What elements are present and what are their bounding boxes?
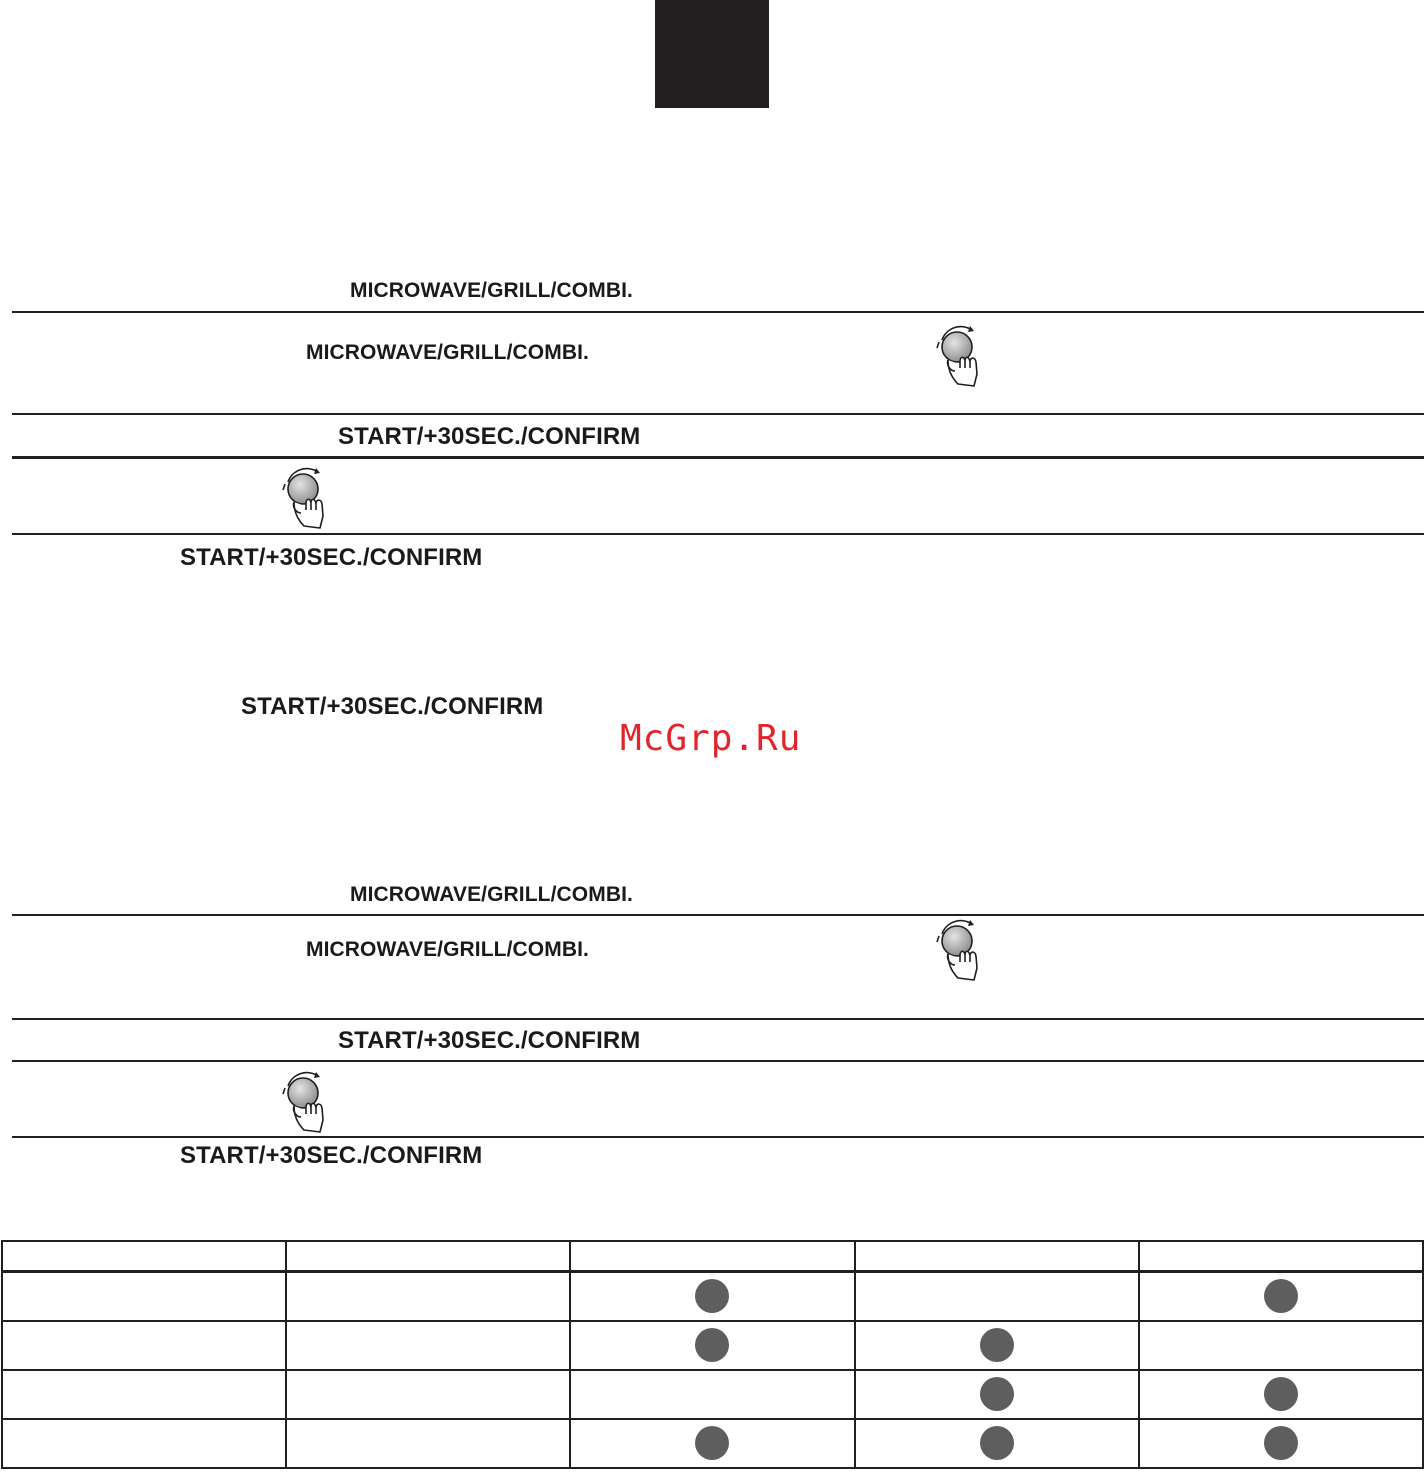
filled-circle-icon	[695, 1279, 729, 1313]
section-a-note-label: START/+30SEC./CONFIRM	[241, 693, 544, 720]
divider	[12, 533, 1424, 535]
header-cell	[1139, 1241, 1423, 1272]
filled-circle-icon	[695, 1328, 729, 1362]
indicator-cell	[1139, 1321, 1423, 1370]
indicator-cell	[1139, 1272, 1423, 1322]
knob-turn-hand-icon	[930, 916, 990, 986]
indicator-cell	[570, 1272, 854, 1322]
section-b-step2-label: MICROWAVE/GRILL/COMBI.	[306, 938, 589, 961]
indicator-cell	[855, 1272, 1139, 1322]
table-row	[2, 1272, 1423, 1322]
table-header-row	[2, 1241, 1423, 1272]
filled-circle-icon	[695, 1426, 729, 1460]
knob-turn-hand-icon	[930, 322, 990, 392]
indicator-cell	[1139, 1419, 1423, 1468]
indicator-cell	[1139, 1370, 1423, 1419]
filled-circle-icon	[1264, 1279, 1298, 1313]
indicator-cell	[286, 1419, 570, 1468]
section-b-step5-label: START/+30SEC./CONFIRM	[180, 1142, 483, 1169]
filled-circle-icon	[1264, 1377, 1298, 1411]
indicator-cell	[570, 1370, 854, 1419]
filled-circle-icon	[980, 1377, 1014, 1411]
row-label-cell	[2, 1419, 286, 1468]
header-cell	[570, 1241, 854, 1272]
divider	[12, 914, 1424, 916]
row-label-cell	[2, 1272, 286, 1322]
divider	[12, 456, 1424, 459]
indicator-cell	[286, 1321, 570, 1370]
divider	[12, 311, 1424, 313]
section-a-step5-label: START/+30SEC./CONFIRM	[180, 544, 483, 571]
table-row	[2, 1321, 1423, 1370]
indicator-cell	[855, 1321, 1139, 1370]
header-cell	[855, 1241, 1139, 1272]
section-a-step3-label: START/+30SEC./CONFIRM	[338, 423, 641, 450]
section-b-step1-label: MICROWAVE/GRILL/COMBI.	[350, 883, 633, 906]
filled-circle-icon	[980, 1426, 1014, 1460]
divider	[12, 413, 1424, 415]
section-a-step2-label: MICROWAVE/GRILL/COMBI.	[306, 341, 589, 364]
mode-table	[1, 1240, 1424, 1469]
indicator-cell	[855, 1419, 1139, 1468]
filled-circle-icon	[980, 1328, 1014, 1362]
filled-circle-icon	[1264, 1426, 1298, 1460]
row-label-cell	[2, 1321, 286, 1370]
indicator-cell	[855, 1370, 1139, 1419]
knob-turn-hand-icon	[276, 1068, 336, 1138]
indicator-cell	[570, 1419, 854, 1468]
indicator-cell	[286, 1370, 570, 1419]
indicator-cell	[570, 1321, 854, 1370]
header-cell	[2, 1241, 286, 1272]
divider	[12, 1060, 1424, 1062]
indicator-cell	[286, 1272, 570, 1322]
divider	[12, 1136, 1424, 1138]
section-number-tab	[655, 0, 769, 108]
section-b-step3-label: START/+30SEC./CONFIRM	[338, 1027, 641, 1054]
section-a-step1-label: MICROWAVE/GRILL/COMBI.	[350, 279, 633, 302]
row-label-cell	[2, 1370, 286, 1419]
knob-turn-hand-icon	[276, 464, 336, 534]
watermark: McGrp.Ru	[620, 718, 802, 759]
table-row	[2, 1419, 1423, 1468]
header-cell	[286, 1241, 570, 1272]
divider	[12, 1018, 1424, 1020]
table-row	[2, 1370, 1423, 1419]
